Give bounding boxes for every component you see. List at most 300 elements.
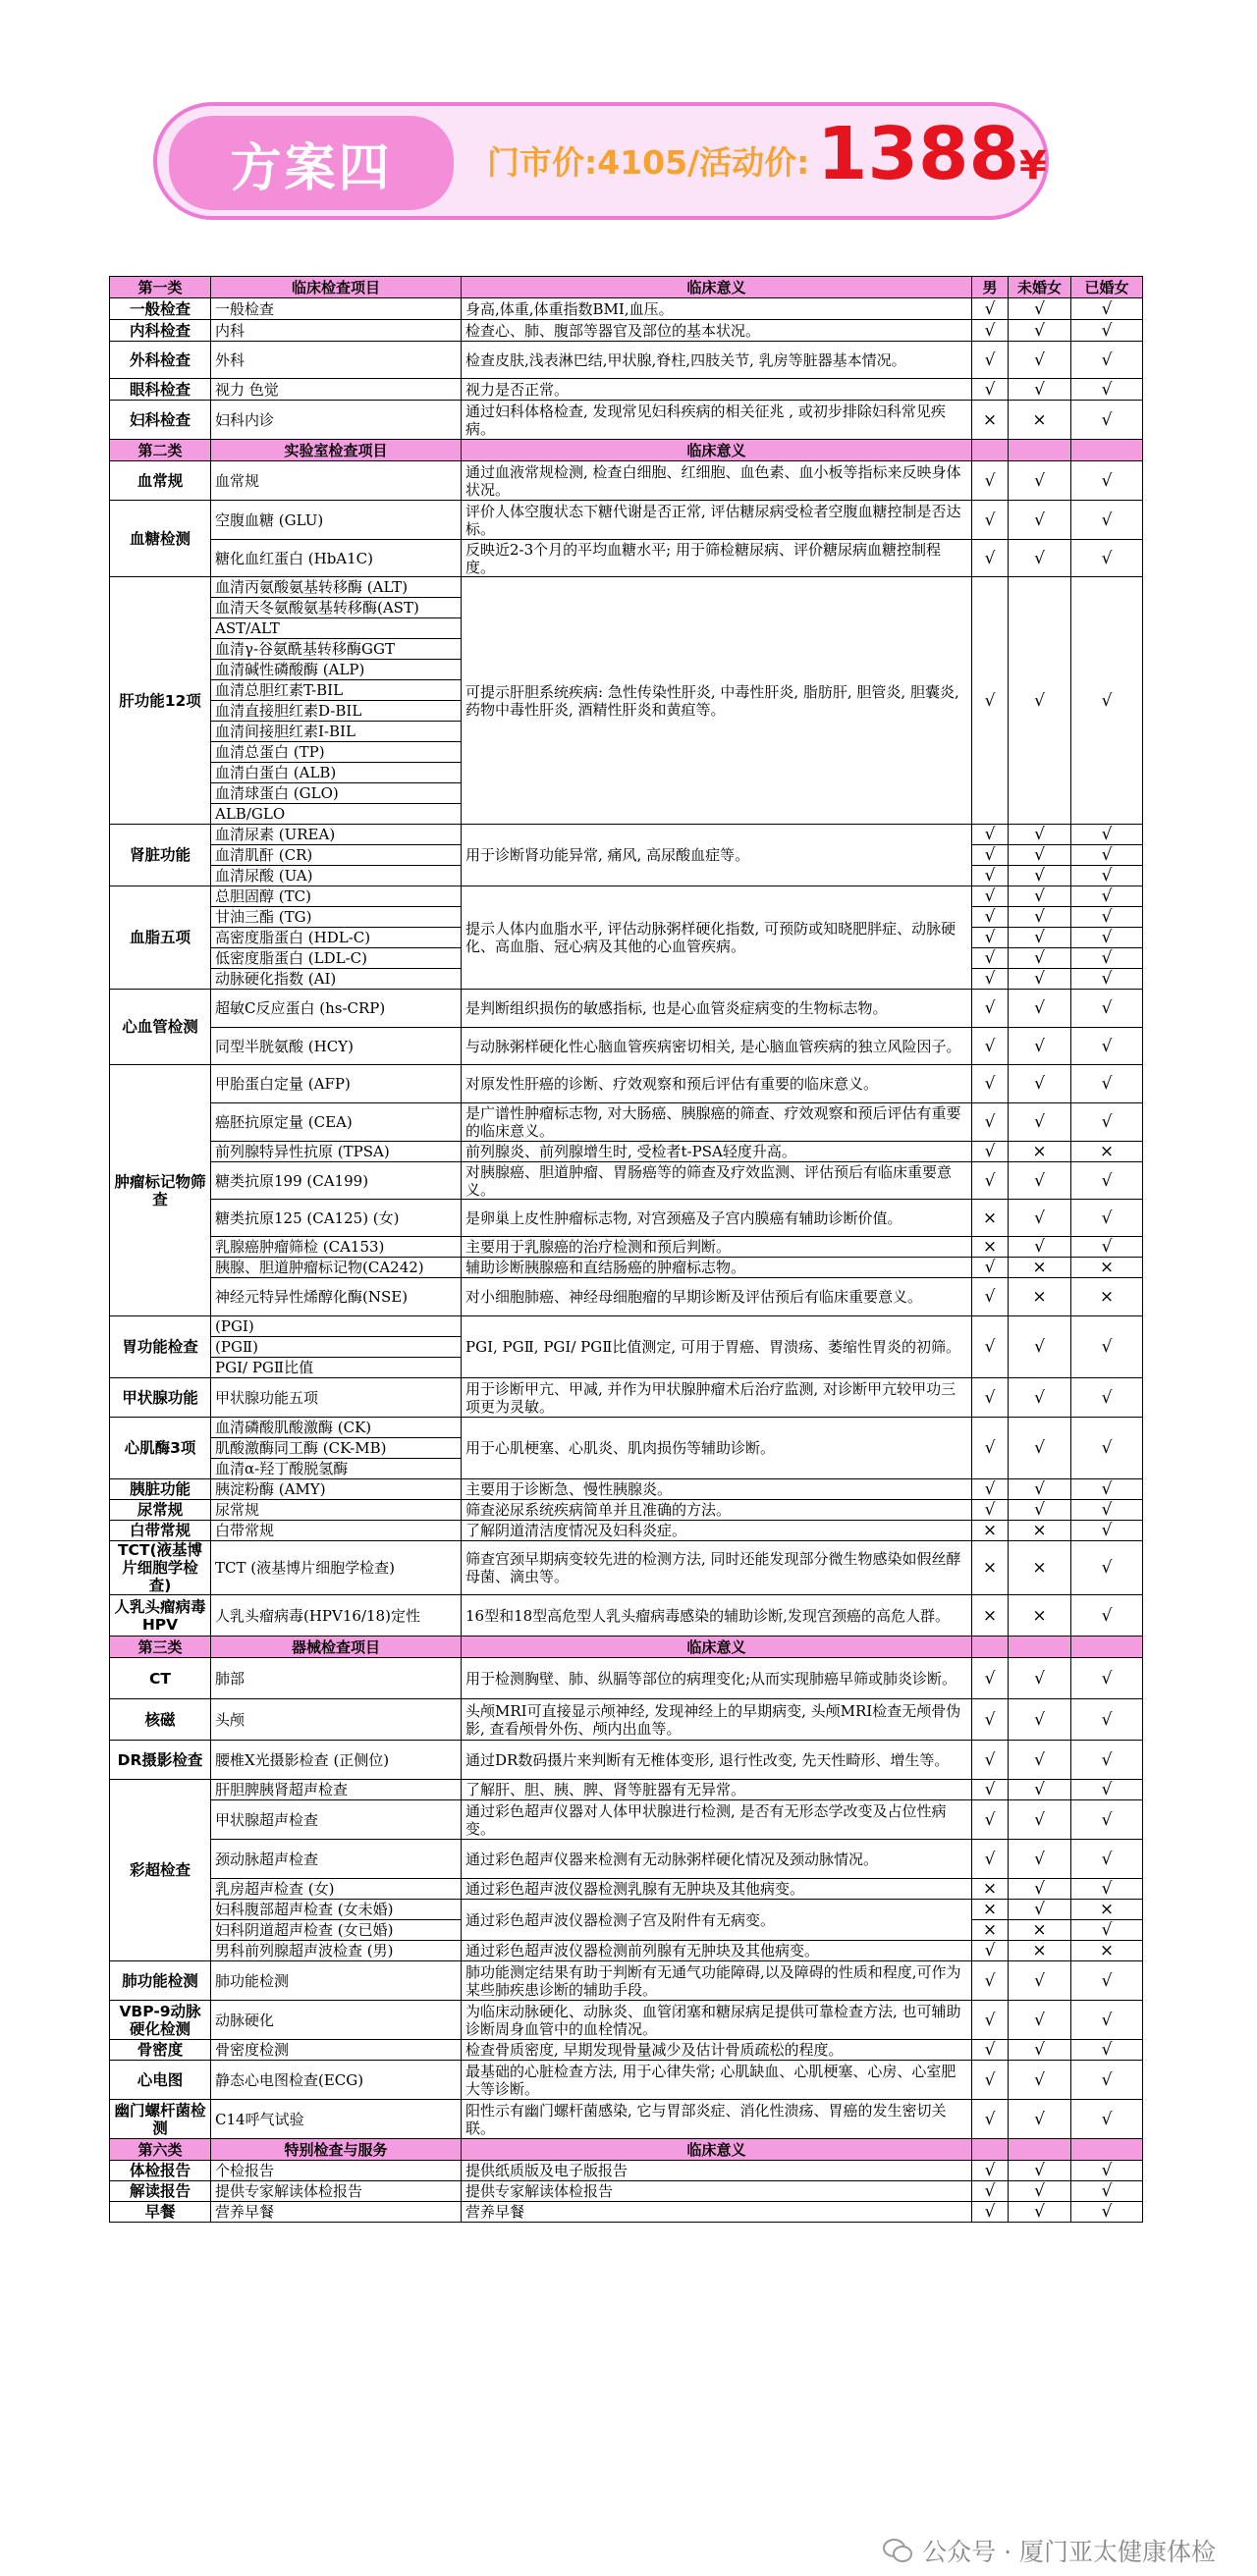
clinical-meaning: 视力是否正常。 xyxy=(462,379,972,401)
table-row xyxy=(110,1541,1143,1595)
exam-item: 血清α-羟丁酸脱氢酶 xyxy=(211,1459,462,1479)
clinical-meaning: 16型和18型高危型人乳头瘤病毒感染的辅助诊断,发现宫颈癌的高危人群。 xyxy=(462,1595,972,1637)
clinical-meaning: 对胰腺癌、胆道肿瘤、胃肠癌等的筛查及疗效监测、评估预后有临床重要意义。 xyxy=(462,1162,972,1200)
clinical-meaning: 用于心肌梗塞、心肌炎、肌肉损伤等辅助诊断。 xyxy=(462,1418,972,1479)
eligibility-mark: √ xyxy=(1009,1961,1071,2001)
exam-item: 血清尿酸 (UA) xyxy=(211,866,462,886)
eligibility-mark: × xyxy=(972,1900,1009,1920)
eligibility-mark: √ xyxy=(1009,1065,1071,1103)
header-cell: 临床检查项目 xyxy=(211,277,462,298)
clinical-meaning: 辅助诊断胰腺癌和直结肠癌的肿瘤标志物。 xyxy=(462,1258,972,1278)
eligibility-mark: √ xyxy=(1071,1595,1143,1637)
table-row xyxy=(110,1941,1143,1961)
exam-item: 血清直接胆红素D-BIL xyxy=(211,701,462,722)
category-name: 骨密度 xyxy=(110,2040,211,2061)
eligibility-mark: √ xyxy=(972,379,1009,401)
eligibility-mark: √ xyxy=(1071,2001,1143,2040)
eligibility-mark: × xyxy=(972,1541,1009,1595)
eligibility-mark: √ xyxy=(1009,948,1071,969)
table-row xyxy=(110,1500,1143,1521)
category-name: 一般检查 xyxy=(110,298,211,320)
table-row xyxy=(110,401,1143,440)
exam-item: 腰椎X光摄影检查 (正侧位) xyxy=(211,1741,462,1780)
eligibility-mark: √ xyxy=(1009,825,1071,845)
clinical-meaning: 检查骨质密度, 早期发现骨量减少及估计骨质疏松的程度。 xyxy=(462,2040,972,2061)
eligibility-mark: √ xyxy=(972,2061,1009,2100)
eligibility-mark: √ xyxy=(1071,825,1143,845)
eligibility-mark: √ xyxy=(972,2100,1009,2139)
clinical-meaning: 营养早餐 xyxy=(462,2202,972,2223)
eligibility-mark: √ xyxy=(1009,845,1071,866)
eligibility-mark: √ xyxy=(1071,948,1143,969)
eligibility-mark: √ xyxy=(1071,1800,1143,1840)
eligibility-mark: √ xyxy=(972,1258,1009,1278)
clinical-meaning: 用于诊断肾功能异常, 痛风, 高尿酸血症等。 xyxy=(462,825,972,886)
eligibility-mark: √ xyxy=(1071,342,1143,379)
header-cell: 临床意义 xyxy=(462,440,972,461)
eligibility-mark: √ xyxy=(1071,1658,1143,1699)
category-name: 白带常规 xyxy=(110,1521,211,1541)
category-name: 肺功能检测 xyxy=(110,1961,211,2001)
eligibility-mark: √ xyxy=(1071,1780,1143,1800)
eligibility-mark: √ xyxy=(972,866,1009,886)
eligibility-mark: √ xyxy=(972,1162,1009,1200)
category-name: 血脂五项 xyxy=(110,886,211,990)
exam-item: 头颅 xyxy=(211,1699,462,1741)
eligibility-mark: √ xyxy=(1071,1920,1143,1941)
eligibility-mark: √ xyxy=(972,501,1009,540)
header-cell xyxy=(1071,440,1143,461)
eligibility-mark: √ xyxy=(1071,2181,1143,2202)
eligibility-mark: √ xyxy=(1071,1418,1143,1479)
header-cell: 第二类 xyxy=(110,440,211,461)
eligibility-mark: × xyxy=(972,1200,1009,1237)
eligibility-mark: √ xyxy=(1009,1741,1071,1780)
eligibility-mark: √ xyxy=(1071,1840,1143,1879)
eligibility-mark: √ xyxy=(972,1800,1009,1840)
eligibility-mark: √ xyxy=(1009,1900,1071,1920)
eligibility-mark: √ xyxy=(1009,1479,1071,1500)
table-row xyxy=(110,1237,1143,1258)
eligibility-mark: √ xyxy=(972,2181,1009,2202)
clinical-meaning: 前列腺炎、前列腺增生时, 受检者t-PSA轻度升高。 xyxy=(462,1142,972,1162)
eligibility-mark: √ xyxy=(1009,2202,1071,2223)
eligibility-mark: √ xyxy=(972,1418,1009,1479)
eligibility-mark: √ xyxy=(1009,461,1071,501)
header-cell xyxy=(972,440,1009,461)
eligibility-mark: √ xyxy=(1009,990,1071,1028)
eligibility-mark: √ xyxy=(1071,1961,1143,2001)
table-row xyxy=(110,1780,1143,1800)
table-row xyxy=(110,1316,1143,1337)
table-row xyxy=(110,1200,1143,1237)
eligibility-mark: √ xyxy=(1071,866,1143,886)
currency-symbol: ¥ xyxy=(1019,143,1047,188)
eligibility-mark: √ xyxy=(972,1500,1009,1521)
eligibility-mark: √ xyxy=(1071,1237,1143,1258)
table-row xyxy=(110,2181,1143,2202)
eligibility-mark: √ xyxy=(1009,1658,1071,1699)
exam-item: 提供专家解读体检报告 xyxy=(211,2181,462,2202)
eligibility-mark: √ xyxy=(1009,2181,1071,2202)
exam-item: 妇科阴道超声检查 (女已婚) xyxy=(211,1920,462,1941)
eligibility-mark: √ xyxy=(1071,1879,1143,1900)
wechat-icon xyxy=(883,2539,912,2562)
eligibility-mark: √ xyxy=(972,1278,1009,1316)
exam-item: 人乳头瘤病毒(HPV16/18)定性 xyxy=(211,1595,462,1637)
table-row xyxy=(110,1900,1143,1920)
table-row xyxy=(110,1142,1143,1162)
eligibility-mark: √ xyxy=(1009,866,1071,886)
table-row xyxy=(110,1378,1143,1418)
header-cell xyxy=(972,2139,1009,2161)
eligibility-mark: × xyxy=(972,1920,1009,1941)
eligibility-mark: √ xyxy=(972,2040,1009,2061)
category-name: CT xyxy=(110,1658,211,1699)
eligibility-mark: √ xyxy=(972,969,1009,990)
exam-item: 甲状腺功能五项 xyxy=(211,1378,462,1418)
clinical-meaning: 是判断组织损伤的敏感指标, 也是心血管炎症病变的生物标志物。 xyxy=(462,990,972,1028)
eligibility-mark: √ xyxy=(1009,969,1071,990)
eligibility-mark: √ xyxy=(1071,320,1143,342)
eligibility-mark: √ xyxy=(1009,1800,1071,1840)
eligibility-mark: √ xyxy=(1071,577,1143,825)
category-name: 肾脏功能 xyxy=(110,825,211,886)
eligibility-mark: √ xyxy=(1071,2040,1143,2061)
table-row xyxy=(110,501,1143,540)
table-row xyxy=(110,1741,1143,1780)
eligibility-mark: √ xyxy=(972,1658,1009,1699)
exam-item: 视力 色觉 xyxy=(211,379,462,401)
exam-item: 营养早餐 xyxy=(211,2202,462,2223)
eligibility-mark: √ xyxy=(972,2202,1009,2223)
eligibility-mark: √ xyxy=(1009,1699,1071,1741)
header-cell: 实验室检查项目 xyxy=(211,440,462,461)
exam-item: 动脉硬化指数 (AI) xyxy=(211,969,462,990)
eligibility-mark: √ xyxy=(1009,1237,1071,1258)
table-row xyxy=(110,1065,1143,1103)
eligibility-mark: √ xyxy=(972,1316,1009,1378)
table-row xyxy=(110,1162,1143,1200)
table-row xyxy=(110,342,1143,379)
clinical-meaning: 为临床动脉硬化、动脉炎、血管闭塞和糖尿病足提供可靠检查方法, 也可辅助诊断周身血管中的血栓情况。 xyxy=(462,2001,972,2040)
eligibility-mark: √ xyxy=(1009,1879,1071,1900)
category-name: 血常规 xyxy=(110,461,211,501)
eligibility-mark: × xyxy=(1009,1142,1071,1162)
clinical-meaning: 提示人体内血脂水平, 评估动脉粥样硬化指数, 可预防或知晓肥胖症、动脉硬化、高血脂、冠心病及其他的心血管疾病。 xyxy=(462,886,972,990)
exam-item: 血清肌酐 (CR) xyxy=(211,845,462,866)
eligibility-mark: √ xyxy=(972,2161,1009,2181)
eligibility-mark: √ xyxy=(1009,379,1071,401)
eligibility-mark: × xyxy=(1009,1920,1071,1941)
category-name: 血糖检测 xyxy=(110,501,211,577)
category-name: 幽门螺杆菌检测 xyxy=(110,2100,211,2139)
category-name: 心血管检测 xyxy=(110,990,211,1065)
exam-item: 男科前列腺超声波检查 (男) xyxy=(211,1941,462,1961)
table-row xyxy=(110,1278,1143,1316)
exam-item: 甲状腺超声检查 xyxy=(211,1800,462,1840)
exam-item: 血清γ-谷氨酰基转移酶GGT xyxy=(211,639,462,660)
exam-item: 血清磷酸肌酸激酶 (CK) xyxy=(211,1418,462,1438)
table-row xyxy=(110,298,1143,320)
eligibility-mark: √ xyxy=(1071,1741,1143,1780)
clinical-meaning: 与动脉粥样硬化性心脑血管疾病密切相关, 是心脑血管疾病的独立风险因子。 xyxy=(462,1028,972,1065)
eligibility-mark: × xyxy=(1009,1258,1071,1278)
table-row xyxy=(110,990,1143,1028)
category-name: 胃功能检查 xyxy=(110,1316,211,1378)
exam-item: 甲胎蛋白定量 (AFP) xyxy=(211,1065,462,1103)
category-name: 妇科检查 xyxy=(110,401,211,440)
eligibility-mark: √ xyxy=(1009,928,1071,948)
category-name: 心电图 xyxy=(110,2061,211,2100)
eligibility-mark: √ xyxy=(1009,1162,1071,1200)
table-row xyxy=(110,1879,1143,1900)
exam-item: 总胆固醇 (TC) xyxy=(211,886,462,907)
exam-item: 前列腺特异性抗原 (TPSA) xyxy=(211,1142,462,1162)
table-row xyxy=(110,2100,1143,2139)
section-header-row xyxy=(110,277,1143,298)
eligibility-mark: √ xyxy=(1009,1028,1071,1065)
category-name: 解读报告 xyxy=(110,2181,211,2202)
exam-item: ALB/GLO xyxy=(211,804,462,825)
eligibility-mark: √ xyxy=(972,825,1009,845)
category-name: 心肌酶3项 xyxy=(110,1418,211,1479)
eligibility-mark: × xyxy=(1071,1258,1143,1278)
eligibility-mark: × xyxy=(1009,1941,1071,1961)
table-row xyxy=(110,1699,1143,1741)
header-cell: 临床意义 xyxy=(462,277,972,298)
table-row xyxy=(110,2202,1143,2223)
eligibility-mark: √ xyxy=(1071,907,1143,928)
eligibility-mark: √ xyxy=(1071,1028,1143,1065)
clinical-meaning: 提供纸质版及电子版报告 xyxy=(462,2161,972,2181)
exam-items-table xyxy=(109,276,1143,2223)
eligibility-mark: √ xyxy=(972,1378,1009,1418)
eligibility-mark: √ xyxy=(1071,845,1143,866)
eligibility-mark: × xyxy=(1009,1278,1071,1316)
eligibility-mark: √ xyxy=(1071,1521,1143,1541)
category-name: 甲状腺功能 xyxy=(110,1378,211,1418)
header-cell xyxy=(1009,1637,1071,1658)
category-name: VBP-9动脉硬化检测 xyxy=(110,2001,211,2040)
eligibility-mark: √ xyxy=(1071,886,1143,907)
eligibility-mark: √ xyxy=(1071,2061,1143,2100)
category-name: 核磁 xyxy=(110,1699,211,1741)
header-cell: 第六类 xyxy=(110,2139,211,2161)
exam-item: 个检报告 xyxy=(211,2161,462,2181)
table-row xyxy=(110,1961,1143,2001)
table-row xyxy=(110,1595,1143,1637)
exam-item: 甘油三酯 (TG) xyxy=(211,907,462,928)
eligibility-mark: × xyxy=(1009,401,1071,440)
table-row xyxy=(110,2061,1143,2100)
eligibility-mark: √ xyxy=(1071,990,1143,1028)
price-label: 门市价:4105/活动价: xyxy=(487,143,810,182)
table-row xyxy=(110,2161,1143,2181)
clinical-meaning: 筛查宫颈早期病变较先进的检测方法, 同时还能发现部分微生物感染如假丝酵母菌、滴虫等。 xyxy=(462,1541,972,1595)
eligibility-mark: √ xyxy=(972,886,1009,907)
eligibility-mark: √ xyxy=(1071,1162,1143,1200)
eligibility-mark: √ xyxy=(972,577,1009,825)
header-cell: 第一类 xyxy=(110,277,211,298)
clinical-meaning: 评价人体空腹状态下糖代谢是否正常, 评估糖尿病受检者空腹血糖控制是否达标。 xyxy=(462,501,972,540)
exam-item: 血清丙氨酸氨基转移酶 (ALT) xyxy=(211,577,462,598)
exam-item: 同型半胱氨酸 (HCY) xyxy=(211,1028,462,1065)
clinical-meaning: 筛查泌尿系统疾病简单并且准确的方法。 xyxy=(462,1500,972,1521)
eligibility-mark: × xyxy=(1071,1941,1143,1961)
exam-item: (PGⅠ) xyxy=(211,1316,462,1337)
clinical-meaning: 肺功能测定结果有助于判断有无通气功能障碍,以及障碍的性质和程度,可作为某些肺疾患诊断的辅助手段。 xyxy=(462,1961,972,2001)
exam-item: 糖类抗原125 (CA125) (女) xyxy=(211,1200,462,1237)
eligibility-mark: √ xyxy=(1071,969,1143,990)
exam-item: 骨密度检测 xyxy=(211,2040,462,2061)
eligibility-mark: √ xyxy=(972,907,1009,928)
eligibility-mark: √ xyxy=(1071,1699,1143,1741)
eligibility-mark: √ xyxy=(1009,1200,1071,1237)
eligibility-mark: √ xyxy=(1071,1103,1143,1142)
exam-item: 肺部 xyxy=(211,1658,462,1699)
eligibility-mark: √ xyxy=(1009,2040,1071,2061)
eligibility-mark: √ xyxy=(1009,2100,1071,2139)
clinical-meaning: 检查皮肤,浅表淋巴结,甲状腺,脊柱,四肢关节, 乳房等脏器基本情况。 xyxy=(462,342,972,379)
table-row xyxy=(110,1028,1143,1065)
exam-item: 糖化血红蛋白 (HbA1C) xyxy=(211,540,462,577)
header-cell xyxy=(1071,1637,1143,1658)
table-row xyxy=(110,825,1143,845)
exam-item: 糖类抗原199 (CA199) xyxy=(211,1162,462,1200)
exam-item: 乳腺癌肿瘤筛检 (CA153) xyxy=(211,1237,462,1258)
eligibility-mark: × xyxy=(1071,1142,1143,1162)
eligibility-mark: √ xyxy=(1071,501,1143,540)
clinical-meaning: 通过彩色超声波仪器检测前列腺有无肿块及其他病变。 xyxy=(462,1941,972,1961)
header-cell: 第三类 xyxy=(110,1637,211,1658)
header-cell xyxy=(972,1637,1009,1658)
eligibility-mark: √ xyxy=(1009,1103,1071,1142)
eligibility-mark: √ xyxy=(972,461,1009,501)
category-name: 肝功能12项 xyxy=(110,577,211,825)
clinical-meaning: 阳性示有幽门螺杆菌感染, 它与胃部炎症、消化性溃疡、胃癌的发生密切关联。 xyxy=(462,2100,972,2139)
table-row xyxy=(110,1479,1143,1500)
exam-item: 妇科腹部超声检查 (女未婚) xyxy=(211,1900,462,1920)
exam-item: 超敏C反应蛋白 (hs-CRP) xyxy=(211,990,462,1028)
eligibility-mark: √ xyxy=(1071,461,1143,501)
clinical-meaning: 了解肝、胆、胰、脾、肾等脏器有无异常。 xyxy=(462,1780,972,1800)
eligibility-mark: √ xyxy=(1071,2100,1143,2139)
exam-item: 血清总蛋白 (TP) xyxy=(211,742,462,763)
category-name: 胰脏功能 xyxy=(110,1479,211,1500)
eligibility-mark: √ xyxy=(972,845,1009,866)
header-cell: 器械检查项目 xyxy=(211,1637,462,1658)
eligibility-mark: √ xyxy=(1071,401,1143,440)
clinical-meaning: 是广谱性肿瘤标志物, 对大肠癌、胰腺癌的筛查、疗效观察和预后评估有重要的临床意义。 xyxy=(462,1103,972,1142)
clinical-meaning: 通过血液常规检测, 检查白细胞、红细胞、血色素、血小板等指标来反映身体状况。 xyxy=(462,461,972,501)
exam-item: 乳房超声检查 (女) xyxy=(211,1879,462,1900)
table-row xyxy=(110,886,1143,907)
eligibility-mark: √ xyxy=(972,320,1009,342)
eligibility-mark: √ xyxy=(972,1028,1009,1065)
exam-item: 高密度脂蛋白 (HDL-C) xyxy=(211,928,462,948)
table-row xyxy=(110,1658,1143,1699)
section-header-row xyxy=(110,440,1143,461)
eligibility-mark: √ xyxy=(1071,2202,1143,2223)
eligibility-mark: √ xyxy=(1071,379,1143,401)
eligibility-mark: √ xyxy=(972,540,1009,577)
exam-item: 血清间接胆红素I-BIL xyxy=(211,722,462,742)
clinical-meaning: 通过彩色超声波仪器检测乳腺有无肿块及其他病变。 xyxy=(462,1879,972,1900)
eligibility-mark: √ xyxy=(1009,1840,1071,1879)
clinical-meaning: 身高,体重,体重指数BMI,血压。 xyxy=(462,298,972,320)
eligibility-mark: √ xyxy=(1071,540,1143,577)
clinical-meaning: 通过彩色超声仪器来检测有无动脉粥样硬化情况及颈动脉情况。 xyxy=(462,1840,972,1879)
clinical-meaning: 对原发性肝癌的诊断、疗效观察和预后评估有重要的临床意义。 xyxy=(462,1065,972,1103)
table-row xyxy=(110,2040,1143,2061)
eligibility-mark: √ xyxy=(1071,1316,1143,1378)
table-row xyxy=(110,461,1143,501)
eligibility-mark: √ xyxy=(1009,1500,1071,1521)
eligibility-mark: √ xyxy=(972,1699,1009,1741)
exam-item: 肺功能检测 xyxy=(211,1961,462,2001)
eligibility-mark: × xyxy=(972,1879,1009,1900)
clinical-meaning: 检查心、肺、腹部等器官及部位的基本状况。 xyxy=(462,320,972,342)
section-header-row xyxy=(110,1637,1143,1658)
eligibility-mark: √ xyxy=(1009,2061,1071,2100)
exam-item: 外科 xyxy=(211,342,462,379)
exam-item: 内科 xyxy=(211,320,462,342)
eligibility-mark: √ xyxy=(1009,2161,1071,2181)
eligibility-mark: √ xyxy=(972,1961,1009,2001)
eligibility-mark: √ xyxy=(1071,1378,1143,1418)
eligibility-mark: × xyxy=(972,1521,1009,1541)
category-name: 尿常规 xyxy=(110,1500,211,1521)
exam-item: TCT (液基博片细胞学检查) xyxy=(211,1541,462,1595)
clinical-meaning: 最基础的心脏检查方法, 用于心律失常; 心肌缺血、心肌梗塞、心房、心室肥大等诊断。 xyxy=(462,2061,972,2100)
exam-item: 动脉硬化 xyxy=(211,2001,462,2040)
table-row xyxy=(110,577,1143,598)
exam-item: 肌酸激酶同工酶 (CK-MB) xyxy=(211,1438,462,1459)
table-row xyxy=(110,1800,1143,1840)
category-name: 彩超检查 xyxy=(110,1780,211,1961)
eligibility-mark: √ xyxy=(1071,298,1143,320)
exam-item: PGⅠ/ PGⅡ比值 xyxy=(211,1358,462,1378)
exam-item: (PGⅡ) xyxy=(211,1337,462,1358)
eligibility-mark: √ xyxy=(1009,1418,1071,1479)
exam-item: 肝胆脾胰肾超声检查 xyxy=(211,1780,462,1800)
category-name: DR摄影检查 xyxy=(110,1741,211,1780)
table-row xyxy=(110,2001,1143,2040)
category-name: 体检报告 xyxy=(110,2161,211,2181)
exam-item: 颈动脉超声检查 xyxy=(211,1840,462,1879)
clinical-meaning: PGⅠ, PGⅡ, PGⅠ/ PGⅡ比值测定, 可用于胃癌、胃溃疡、萎缩性胃炎的初筛。 xyxy=(462,1316,972,1378)
exam-item: 静态心电图检查(ECG) xyxy=(211,2061,462,2100)
eligibility-mark: √ xyxy=(972,1741,1009,1780)
clinical-meaning: 对小细胞肺癌、神经母细胞瘤的早期诊断及评估预后有临床重要意义。 xyxy=(462,1278,972,1316)
eligibility-mark: × xyxy=(1009,1595,1071,1637)
clinical-meaning: 反映近2-3个月的平均血糖水平; 用于筛检糖尿病、评价糖尿病血糖控制程度。 xyxy=(462,540,972,577)
header-cell xyxy=(1009,2139,1071,2161)
eligibility-mark: √ xyxy=(1009,577,1071,825)
exam-item: 血清白蛋白 (ALB) xyxy=(211,763,462,783)
eligibility-mark: √ xyxy=(972,298,1009,320)
activity-price: 1388 xyxy=(817,112,1019,196)
eligibility-mark: √ xyxy=(1009,298,1071,320)
eligibility-mark: √ xyxy=(1009,907,1071,928)
exam-item: 妇科内诊 xyxy=(211,401,462,440)
exam-item: 尿常规 xyxy=(211,1500,462,1521)
exam-item: 胰淀粉酶 (AMY) xyxy=(211,1479,462,1500)
table-row xyxy=(110,540,1143,577)
eligibility-mark: √ xyxy=(972,1142,1009,1162)
eligibility-mark: √ xyxy=(972,948,1009,969)
